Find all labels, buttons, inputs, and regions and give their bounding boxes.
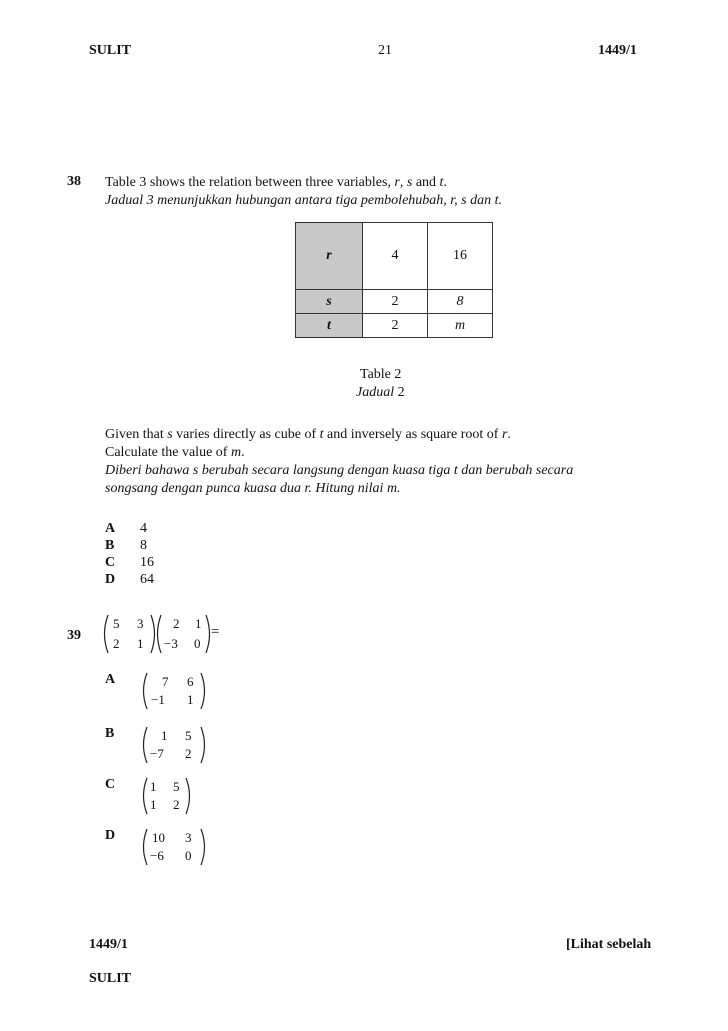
table-caption-my	[356, 385, 405, 401]
table-cell: 2	[363, 290, 428, 314]
table-row	[296, 314, 493, 338]
q38-calculate-en	[105, 444, 245, 462]
table-cell: 2	[363, 314, 428, 338]
var-r: r	[394, 175, 400, 190]
q39-option-a[interactable]	[105, 671, 215, 711]
comma: ,	[399, 175, 407, 190]
option-letter: B	[105, 538, 115, 553]
given-text: and inversely as square root of	[323, 427, 502, 442]
q39-expression	[100, 612, 230, 656]
matrix-cell: 1	[187, 692, 194, 707]
matrix-cell: 5	[173, 779, 180, 794]
variables-table	[295, 222, 493, 338]
question-38-number: 38	[67, 174, 81, 189]
matrix-cell: 2	[173, 616, 180, 631]
option-text: 4	[140, 521, 147, 536]
table-header-cell: r	[296, 223, 363, 290]
option-letter: D	[105, 572, 116, 587]
table-cell: 8	[428, 290, 493, 314]
table-caption-en: Table 2	[360, 367, 402, 382]
matrix-cell: 3	[137, 616, 144, 631]
table-row	[296, 290, 493, 314]
var-s: s	[406, 175, 413, 190]
var-t: t	[439, 175, 444, 190]
option-text: 8	[140, 538, 147, 553]
question-39-number: 39	[67, 628, 81, 643]
q38-prompt-text: Table 3 shows the relation between three variables,	[105, 175, 395, 190]
option-letter: D	[105, 828, 116, 843]
matrix-cell: −3	[164, 636, 178, 651]
period: .	[507, 427, 511, 442]
table-header-cell: t	[296, 314, 363, 338]
option-letter: C	[105, 777, 116, 792]
caption-jadual: Jadual	[356, 385, 395, 400]
matrix-cell: 2	[173, 797, 180, 812]
matrix-cell: −6	[150, 848, 164, 863]
matrix-cell: 2	[185, 746, 192, 761]
q38-prompt-my: Jadual 3 menunjukkan hubungan antara tiga pembolehubah, r, s dan t.	[105, 193, 503, 208]
matrix-cell: 3	[185, 830, 192, 845]
matrix-cell: 0	[194, 636, 201, 651]
matrix-cell: 1	[150, 779, 157, 794]
option-text: 64	[140, 572, 154, 587]
q38-given-my-2: songsang dengan punca kuasa dua r. Hitung nilai m.	[105, 481, 401, 496]
header-sulit: SULIT	[89, 43, 132, 58]
var-m: m	[230, 445, 242, 460]
q38-prompt-en	[105, 174, 447, 192]
header-paper-code: 1449/1	[598, 43, 637, 58]
footer-paper-code: 1449/1	[89, 937, 128, 952]
table-cell: 4	[363, 223, 428, 290]
footer-sulit: SULIT	[89, 971, 132, 986]
period: .	[241, 445, 245, 460]
given-text: Given that	[105, 427, 168, 442]
matrix-cell: 6	[187, 674, 194, 689]
var-r: r	[501, 427, 508, 442]
option-letter: B	[105, 726, 115, 741]
matrix-cell: 2	[113, 636, 120, 651]
table-cell: 16	[428, 223, 493, 290]
var-s: s	[167, 427, 173, 442]
matrix-cell: −7	[150, 746, 164, 761]
matrix-cell: 1	[161, 728, 168, 743]
calc-text: Calculate the value of	[105, 445, 231, 460]
matrix-cell: 5	[113, 616, 120, 631]
q38-given-en	[105, 426, 511, 444]
var-t: t	[319, 427, 324, 442]
q39-option-d[interactable]	[105, 827, 215, 867]
option-letter: A	[105, 672, 116, 687]
q39-option-c[interactable]	[105, 776, 205, 816]
table-row	[296, 223, 493, 290]
matrix-cell: 0	[185, 848, 192, 863]
matrix-cell: 7	[162, 674, 169, 689]
table-cell: m	[428, 314, 493, 338]
q38-given-my-1: Diberi bahawa s berubah secara langsung dengan kuasa tiga t dan berubah secara	[105, 463, 574, 478]
matrix-cell: 1	[150, 797, 157, 812]
matrix-cell: 5	[185, 728, 192, 743]
option-letter: C	[105, 555, 116, 570]
period: .	[443, 175, 447, 190]
equals-sign: =	[211, 624, 220, 640]
caption-number: 2	[394, 385, 405, 400]
matrix-brackets	[140, 776, 195, 816]
q39-option-b[interactable]	[105, 725, 215, 765]
and-text: and	[412, 175, 440, 190]
page-number: 21	[378, 43, 392, 58]
matrix-cell: 1	[137, 636, 144, 651]
matrix-cell: 10	[152, 830, 165, 845]
matrix-cell: −1	[151, 692, 165, 707]
given-text: varies directly as cube of	[172, 427, 320, 442]
matrix-cell: 1	[195, 616, 202, 631]
table-header-cell: s	[296, 290, 363, 314]
option-text: 16	[140, 555, 154, 570]
footer-turn-over: [Lihat sebelah	[566, 937, 652, 952]
option-letter: A	[105, 521, 116, 536]
